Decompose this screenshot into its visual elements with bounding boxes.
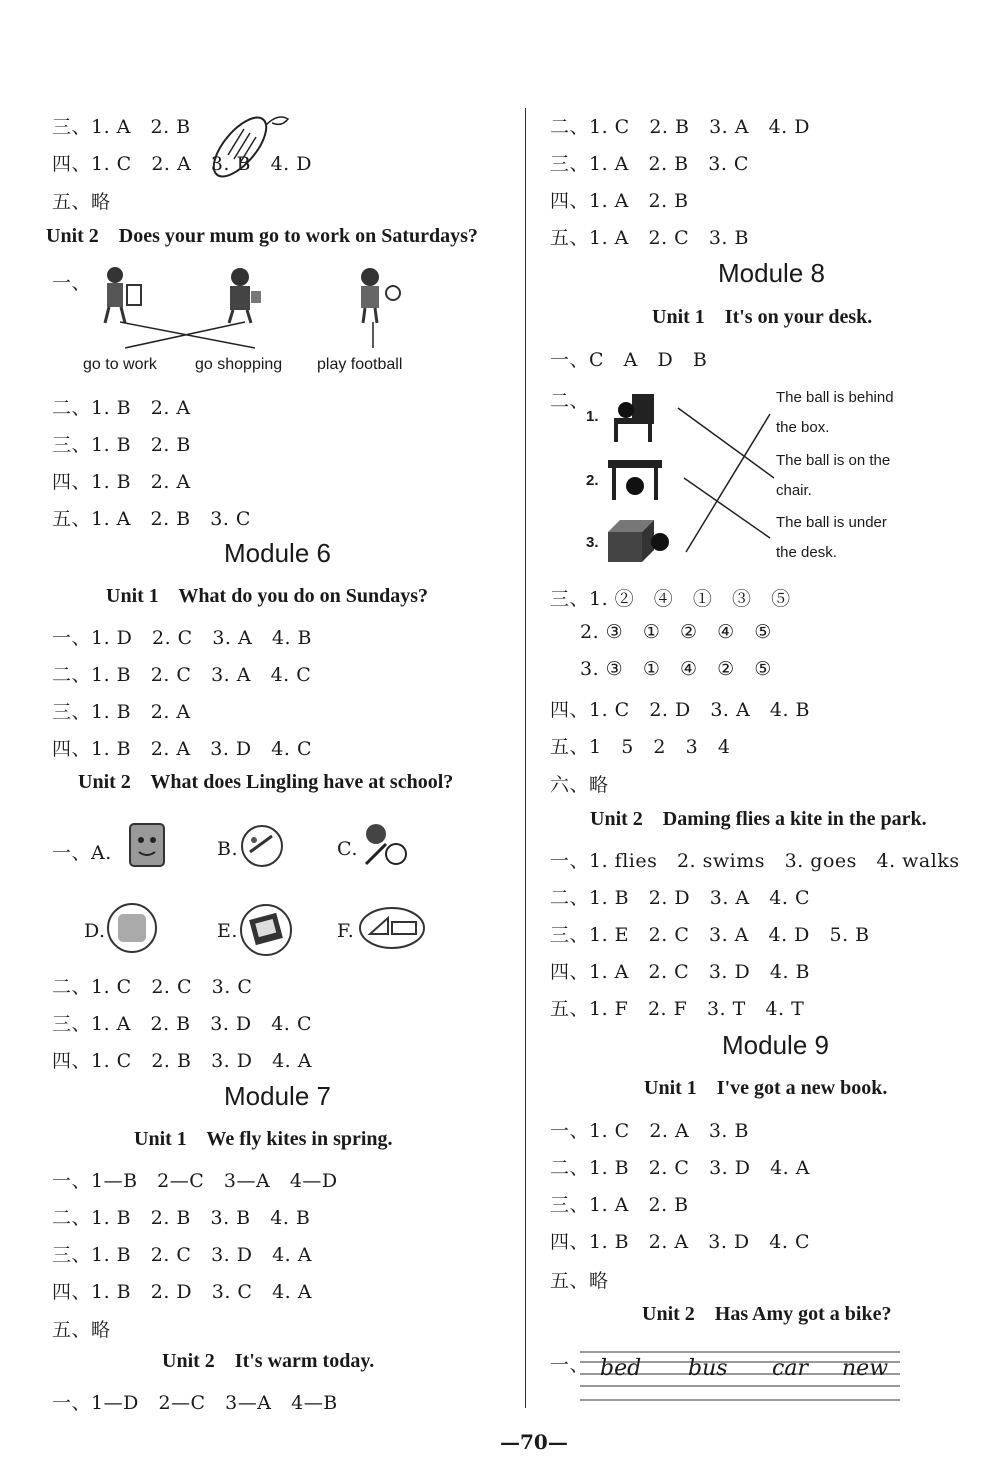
answer-line: 四、1. A 2. C 3. D 4. B bbox=[550, 961, 810, 983]
answer-line: 四、1. B 2. A 3. D 4. C bbox=[52, 738, 312, 760]
unit-title: Unit 1 It's on your desk. bbox=[652, 306, 873, 328]
option-label: E. bbox=[217, 920, 238, 942]
answer-line: 五、略 bbox=[550, 1270, 609, 1292]
unit-title: Unit 2 It's warm today. bbox=[162, 1350, 375, 1372]
right-column bbox=[520, 0, 1000, 1473]
handwritten-word: car bbox=[772, 1356, 808, 1381]
answer-line: 一、1. flies 2. swims 3. goes 4. walks bbox=[550, 850, 960, 872]
answer-line: 三、1. B 2. A bbox=[52, 701, 191, 723]
activity-label: go shopping bbox=[195, 356, 283, 373]
unit-title: Unit 2 Has Amy got a bike? bbox=[642, 1303, 892, 1325]
answer-line: 三、1. ② ④ ① ③ ⑤ bbox=[550, 588, 791, 610]
answer-line: 一、1. C 2. A 3. B bbox=[550, 1120, 749, 1142]
ruler-set-icon bbox=[358, 904, 428, 954]
answer-line: 三、1. E 2. C 3. A 4. D 5. B bbox=[550, 924, 870, 946]
answer-line: 五、1. A 2. B 3. C bbox=[52, 508, 251, 530]
answer-line: 五、略 bbox=[52, 191, 111, 213]
option-label: 一、A. bbox=[52, 842, 112, 864]
matching-lines bbox=[95, 300, 415, 360]
sports-equipment-icon bbox=[360, 820, 412, 872]
item-number: 1. bbox=[586, 408, 599, 425]
page-number: —70— bbox=[500, 1430, 568, 1454]
sentence-text: chair. bbox=[776, 482, 812, 499]
answer-line: 二、1. C 2. C 3. C bbox=[52, 976, 253, 998]
activity-label: play football bbox=[317, 356, 403, 373]
unit-title: Unit 2 Does your mum go to work on Saturdays? bbox=[46, 225, 478, 247]
unit-title: Unit 2 What does Lingling have at school? bbox=[78, 771, 454, 793]
answer-line: 一、1—B 2—C 3—A 4—D bbox=[52, 1170, 338, 1192]
answer-line: 四、1. C 2. A 3. B 4. D bbox=[52, 153, 312, 175]
sentence-text: the desk. bbox=[776, 544, 837, 561]
handwritten-word: bus bbox=[688, 1356, 728, 1381]
option-label: D. bbox=[84, 920, 106, 942]
answer-line: 五、1. A 2. C 3. B bbox=[550, 227, 749, 249]
sentence-text: The ball is on the bbox=[776, 452, 891, 469]
answer-line: 四、1. A 2. B bbox=[550, 190, 689, 212]
question-number: 一、 bbox=[550, 1354, 590, 1376]
unit-title: Unit 1 I've got a new book. bbox=[644, 1077, 888, 1099]
answer-line: 三、1. A 2. B 3. C bbox=[550, 153, 749, 175]
activity-label: go to work bbox=[83, 356, 157, 373]
answer-line: 四、1. B 2. D 3. C 4. A bbox=[52, 1281, 312, 1303]
answer-line: 二、1. B 2. C 3. D 4. A bbox=[550, 1157, 810, 1179]
answer-line: 四、1. C 2. D 3. A 4. B bbox=[550, 699, 810, 721]
sentence-text: The ball is under bbox=[776, 514, 887, 531]
chair-ball-icon bbox=[606, 390, 666, 446]
paint-palette-icon bbox=[238, 822, 288, 872]
answer-line: 3. ③ ① ④ ② ⑤ bbox=[580, 658, 772, 680]
handwritten-word: bed bbox=[600, 1356, 642, 1381]
handwritten-word: new bbox=[842, 1356, 889, 1381]
module-title: Module 6 bbox=[224, 538, 331, 568]
unit-title: Unit 1 What do you do on Sundays? bbox=[106, 585, 428, 607]
answer-line: 三、1. B 2. B bbox=[52, 434, 191, 456]
module-title: Module 7 bbox=[224, 1081, 331, 1111]
computer-book-icon bbox=[238, 902, 294, 958]
answer-line: 一、1. D 2. C 3. A 4. B bbox=[52, 627, 312, 649]
sentence-text: the box. bbox=[776, 419, 830, 436]
answer-line: 三、1. A 2. B bbox=[52, 116, 191, 138]
left-column bbox=[0, 0, 480, 1473]
answer-line: 二、1. B 2. D 3. A 4. C bbox=[550, 887, 810, 909]
box-ball-icon bbox=[602, 514, 672, 566]
option-label: F. bbox=[337, 920, 355, 942]
unit-title: Unit 1 We fly kites in spring. bbox=[134, 1128, 393, 1150]
answer-line: 四、1. B 2. A bbox=[52, 471, 191, 493]
answer-line: 二、1. B 2. A bbox=[52, 397, 191, 419]
answer-line: 四、1. C 2. B 3. D 4. A bbox=[52, 1050, 312, 1072]
question-number: 一、 bbox=[52, 272, 92, 294]
answer-line: 三、1. B 2. C 3. D 4. A bbox=[52, 1244, 312, 1266]
module-title: Module 8 bbox=[718, 258, 825, 288]
sentence-text: The ball is behind bbox=[776, 389, 894, 406]
answer-line: 三、1. A 2. B bbox=[550, 1194, 689, 1216]
table-ball-icon bbox=[606, 456, 666, 504]
pen-scribble-mark bbox=[200, 105, 300, 185]
book-character-icon bbox=[122, 818, 180, 876]
item-number: 3. bbox=[586, 534, 599, 551]
picture-frame-icon bbox=[106, 902, 160, 956]
option-label: B. bbox=[217, 838, 239, 860]
answer-line: 五、1. F 2. F 3. T 4. T bbox=[550, 998, 805, 1020]
answer-line: 2. ③ ① ② ④ ⑤ bbox=[580, 621, 772, 643]
answer-line: 一、1—D 2—C 3—A 4—B bbox=[52, 1392, 338, 1414]
answer-line: 一、C A D B bbox=[550, 349, 708, 371]
matching-lines bbox=[670, 400, 780, 570]
item-number: 2. bbox=[586, 472, 599, 489]
option-label: C. bbox=[337, 838, 358, 860]
module-title: Module 9 bbox=[722, 1030, 829, 1060]
question-number: 二、 bbox=[550, 390, 590, 412]
answer-line: 五、1 5 2 3 4 bbox=[550, 736, 731, 758]
unit-title: Unit 2 Daming flies a kite in the park. bbox=[590, 808, 927, 830]
answer-line: 二、1. C 2. B 3. A 4. D bbox=[550, 116, 810, 138]
answer-line: 三、1. A 2. B 3. D 4. C bbox=[52, 1013, 312, 1035]
answer-line: 二、1. B 2. C 3. A 4. C bbox=[52, 664, 312, 686]
answer-line: 六、略 bbox=[550, 774, 609, 796]
answer-line: 五、略 bbox=[52, 1319, 111, 1341]
answer-line: 四、1. B 2. A 3. D 4. C bbox=[550, 1231, 810, 1253]
answer-line: 二、1. B 2. B 3. B 4. B bbox=[52, 1207, 311, 1229]
